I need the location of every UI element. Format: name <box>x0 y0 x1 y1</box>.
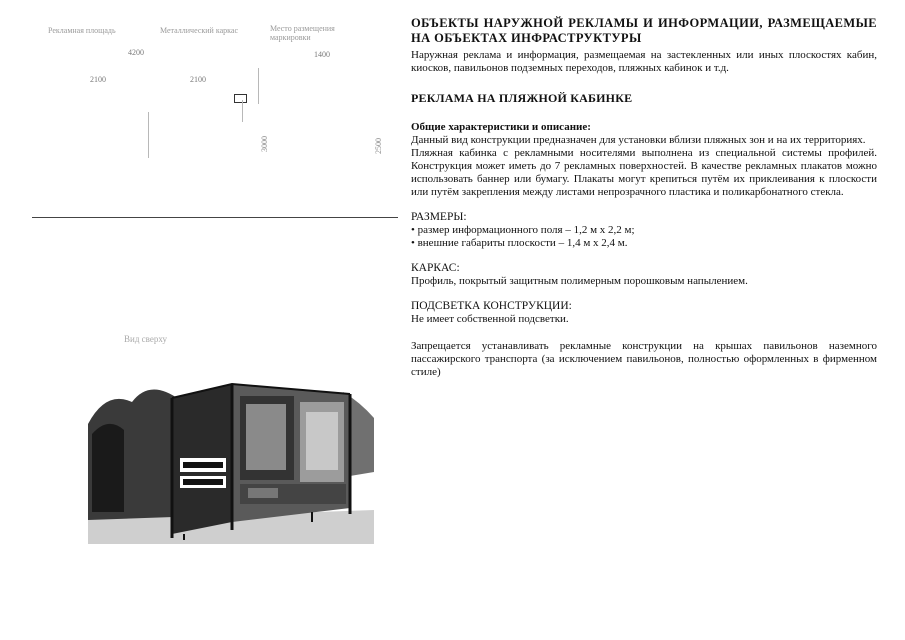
section-title: РЕКЛАМА НА ПЛЯЖНОЙ КАБИНКЕ <box>411 91 633 105</box>
lighting-heading: ПОДСВЕТКА КОНСТРУКЦИИ: <box>411 300 572 312</box>
prohibition-note: Запрещается устанавливать рекламные конструкции на крышах павильонов наземного пассажирского транспорта (за исключением павильонов, полностью оформленных в фирменном стиле) <box>411 340 877 378</box>
marking-marker <box>234 94 247 103</box>
general-heading: Общие характеристики и описание: <box>411 121 591 133</box>
beach-cabin-photo <box>88 372 374 544</box>
general-paragraph-2: Пляжная кабинка с рекламными носителями выполнена из специальной системы профилей. Конструкция может иметь до 7 рекламных поверхностей. В качестве рекламных плакатов можно использовать баннер или бумагу. Плакаты могут крепиться путём их приклеивания к плоскости или путём закрепления между листами непрозрачного пластика и поликарбонатного стекла. <box>411 147 877 198</box>
metal-frame-label: Металлический каркас <box>160 26 238 35</box>
left-column <box>0 0 400 640</box>
sizes-item-1: • размер информационного поля – 1,2 м х 2,2 м; <box>411 224 635 236</box>
drawing-line-center <box>242 100 243 122</box>
intro-paragraph: Наружная реклама и информация, размещаемая на застекленных или иных плоскостях кабин, киосков, павильонов подземных переходов, пляжных кабинок и т.д. <box>411 49 877 74</box>
ad-area-label: Рекламная площадь <box>48 26 116 35</box>
sizes-heading: РАЗМЕРЫ: <box>411 211 467 223</box>
dim-vert-right: 2500 <box>374 138 383 154</box>
view-label: Вид сверху <box>124 334 167 344</box>
dim-top-left: 4200 <box>128 48 144 57</box>
sizes-item-2: • внешние габариты плоскости – 1,4 м х 2,4 м. <box>411 237 628 249</box>
frame-heading: КАРКАС: <box>411 262 460 274</box>
dim-top-right: 1400 <box>314 50 330 59</box>
marking-place-label: Место размещения маркировки <box>270 24 335 42</box>
drawing-line-left <box>148 112 149 158</box>
dim-mid-left: 2100 <box>90 75 106 84</box>
main-title: ОБЪЕКТЫ НАРУЖНОЙ РЕКЛАМЫ И ИНФОРМАЦИИ, РАЗМЕЩАЕМЫЕ НА ОБЪЕКТАХ ИНФРАСТРУКТУРЫ <box>411 16 877 45</box>
drawing-divider <box>32 217 398 218</box>
dim-mid-center: 2100 <box>190 75 206 84</box>
text-column <box>411 16 877 379</box>
drawing-line-right <box>258 68 259 104</box>
lighting-text: Не имеет собственной подсветки. <box>411 313 569 325</box>
frame-text: Профиль, покрытый защитным полимерным порошковым напылением. <box>411 275 748 287</box>
dim-vert-center: 3000 <box>260 136 269 152</box>
general-paragraph-1: Данный вид конструкции предназначен для установки вблизи пляжных зон и на их территориях. <box>411 134 866 146</box>
